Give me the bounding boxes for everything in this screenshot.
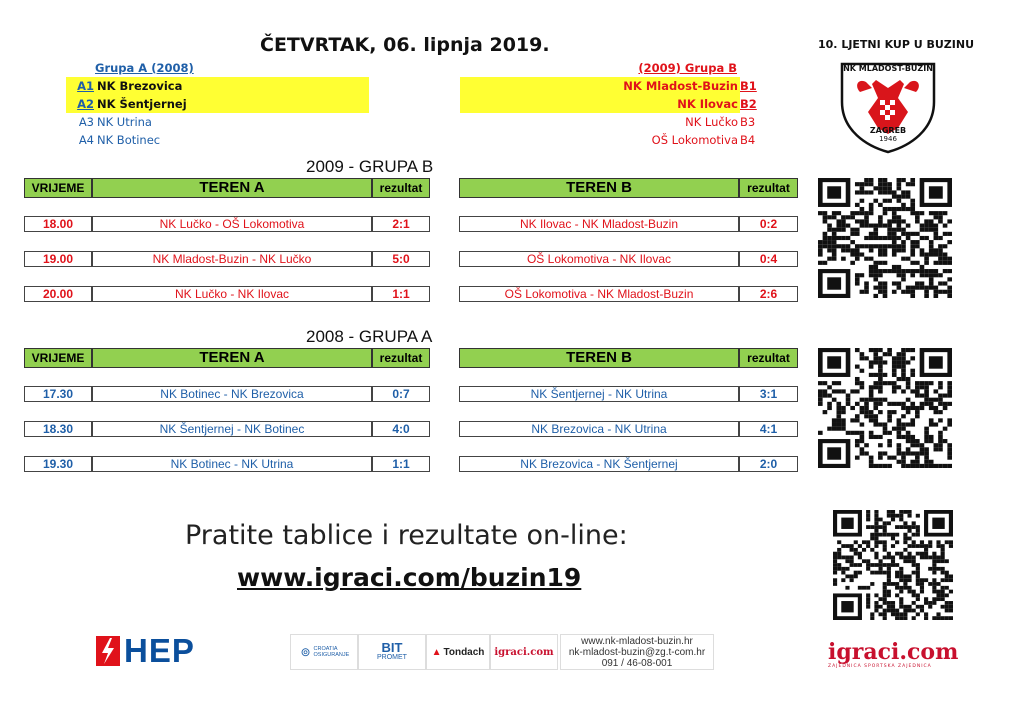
team-code: B2 [740,97,757,111]
match-time: 18.00 [24,216,92,232]
match-field-a: NK Botinec - NK Brezovica [92,386,372,402]
result-field-a: 1:1 [372,286,430,302]
result-field-a: 1:1 [372,456,430,472]
match-field-a: NK Lučko - NK Ilovac [92,286,372,302]
contact-phone: 091 / 46-08-001 [601,657,673,669]
club-logo [838,58,938,154]
team-name: NK Mladost-Buzin [460,77,740,95]
igraci-logo [828,640,968,670]
team-code: A1 [66,77,97,95]
qr-code-icon[interactable] [818,178,952,298]
match-time: 20.00 [24,286,92,302]
hep-text: HEP [124,632,195,669]
section-a-title: 2008 - GRUPA A [306,327,433,346]
tondach-sponsor [426,634,490,670]
bit-sub-text: PROMET [377,654,407,661]
match-time: 19.00 [24,251,92,267]
match-field-b: OŠ Lokomotiva - NK Ilovac [459,251,739,267]
group-a-title: Grupa A (2008) [95,61,194,75]
group-a-row [66,113,372,131]
hep-bolt-icon [94,636,122,666]
result-field-a: 5:0 [372,251,430,267]
result-field-b: 0:4 [739,251,798,267]
team-name: NK Botinec [97,133,161,147]
result-field-b: 2:6 [739,286,798,302]
group-b-title: (2009) Grupa B [638,61,737,75]
result-field-b: 4:1 [739,421,798,437]
section-b-title: 2009 - GRUPA B [306,157,434,176]
bit-sponsor [358,634,426,670]
result-a-header: rezultat [372,348,430,368]
group-b-row [460,77,757,95]
field-a-header: TEREN A [92,178,372,198]
logo-year: 1946 [879,135,897,143]
results-link[interactable]: www.igraci.com/buzin19 [237,563,582,592]
result-field-b: 3:1 [739,386,798,402]
team-code: A3 [78,115,94,129]
group-b-row [460,95,757,113]
igraci-logo-text: igraci.com [828,639,959,665]
result-b-header: rezultat [739,178,798,198]
croatia-text: CROATIA OSIGURANJE [313,646,350,658]
result-field-a: 0:7 [372,386,430,402]
croatia-icon: ⊚ [300,645,311,659]
match-time: 19.30 [24,456,92,472]
team-name: NK Utrina [97,115,152,129]
follow-text: Pratite tablice i rezultate on-line: [185,520,628,551]
logo-club-name: NK MLADOST-BUZIN [843,64,933,73]
match-time: 18.30 [24,421,92,437]
page-title: ČETVRTAK, 06. lipnja 2019. [260,34,550,56]
match-field-b: NK Brezovica - NK Utrina [459,421,739,437]
group-a-row [66,95,372,113]
match-field-a: NK Mladost-Buzin - NK Lučko [92,251,372,267]
igraci-small-sponsor [490,634,558,670]
team-name: OŠ Lokomotiva [651,133,738,147]
group-a-row [66,77,372,95]
result-field-b: 2:0 [739,456,798,472]
igraci-tagline: ZAJEDNICA SPORTSKA ZAJEDNICA [828,664,932,669]
field-b-header: TEREN B [459,348,739,368]
match-time: 17.30 [24,386,92,402]
group-b-row [460,131,757,149]
tondach-roof-icon: ▲ [431,646,442,658]
group-a-list [66,77,372,149]
field-b-header: TEREN B [459,178,739,198]
igraci-small-text: igraci.com [494,646,554,658]
qr-code-icon[interactable] [818,348,952,468]
result-field-a: 2:1 [372,216,430,232]
croatia-sponsor [290,634,358,670]
match-field-a: NK Lučko - OŠ Lokomotiva [92,216,372,232]
field-a-header: TEREN A [92,348,372,368]
match-field-b: NK Ilovac - NK Mladost-Buzin [459,216,739,232]
team-code: A4 [78,133,94,147]
bit-text: BIT [381,640,403,655]
group-b-list [460,77,757,149]
tondach-text: Tondach [443,646,485,658]
contact-box [560,634,714,670]
result-b-header: rezultat [739,348,798,368]
team-code: B1 [740,79,757,93]
match-field-b: OŠ Lokomotiva - NK Mladost-Buzin [459,286,739,302]
contact-web[interactable]: www.nk-mladost-buzin.hr [581,635,693,647]
result-field-b: 0:2 [739,216,798,232]
logo-city: ZAGREB [869,126,907,135]
cup-title: 10. LJETNI KUP U BUZINU [818,38,975,51]
team-name: NK Lučko [685,115,738,129]
team-code: B4 [740,133,756,147]
group-b-row [460,113,757,131]
team-code: A2 [66,95,97,113]
team-name: NK Brezovica [97,77,369,95]
hep-logo [94,632,224,669]
group-a-row [66,131,372,149]
match-field-a: NK Botinec - NK Utrina [92,456,372,472]
result-field-a: 4:0 [372,421,430,437]
contact-email[interactable]: nk-mladost-buzin@zg.t-com.hr [568,646,706,658]
team-name: NK Šentjernej [97,95,369,113]
time-header: VRIJEME [24,178,92,198]
match-field-b: NK Šentjernej - NK Utrina [459,386,739,402]
team-code: B3 [740,115,756,129]
match-field-a: NK Šentjernej - NK Botinec [92,421,372,437]
match-field-b: NK Brezovica - NK Šentjernej [459,456,739,472]
time-header: VRIJEME [24,348,92,368]
team-name: NK Ilovac [460,95,740,113]
qr-code-icon[interactable] [833,510,953,630]
result-a-header: rezultat [372,178,430,198]
